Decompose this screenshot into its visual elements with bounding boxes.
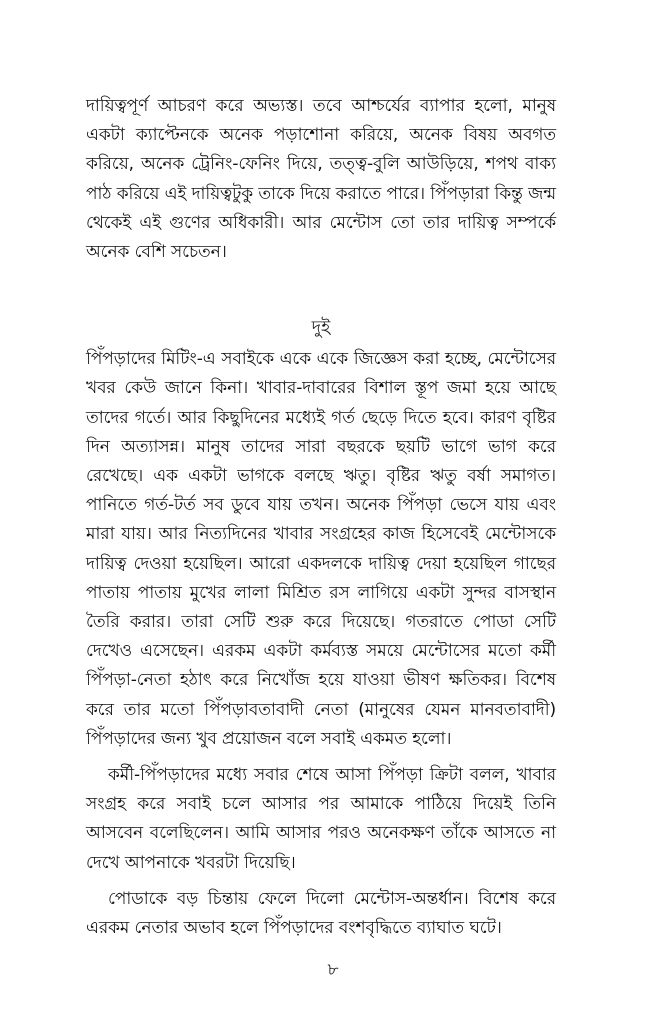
page-number: ৮ [327, 960, 339, 980]
paragraph-2: পিঁপড়াদের মিটিং-এ সবাইকে একে একে জিজ্ঞেস করা হচ্ছে, মেন্টোসের খবর কেউ জানে কিনা। খাবার-দাবারের বিশাল স্তূপ জমা হয়ে আছে তাদের গর্তে। আর কিছুদিনের মধ্যেই গর্ত ছেড়ে দিতে হবে। কারণ বৃষ্টির দিন অত্যাসন্ন। মানুষ তাদের সারা বছরকে ছয়টি ভাগে ভাগ করে রেখেছে। এক একটা ভাগকে বলছে ঋতু। বৃষ্টির ঋতু বর্ষা সমাগত। পানিতে গর্ত-টর্ত সব ডুবে যায় তখন। অনেক পিঁপড়া ভেসে যায় এবং মারা যায়। আর নিত্যদিনের খাবার সংগ্রহের কাজ হিসেবেই মেন্টোসকে দায়িত্ব দেওয়া হয়েছিল। আরো একদলকে দায়িত্ব দেয়া হয়েছিল গাছের পাতায় পাতায় মুখের লালা মিশ্রিত রস লাগিয়ে একটা সুন্দর বাসস্থান তৈরি করার। তারা সেটি শুরু করে দিয়েছে। গতরাতে পোডা সেটি দেখেও এসেছেন। এরকম একটা কর্মব্যস্ত সময়ে মেন্টোসের মতো কর্মী পিঁপড়া-নেতা হঠাৎ করে নিখোঁজ হয়ে যাওয়া ভীষণ ক্ষতিকর। বিশেষ করে তার মতো পিঁপড়াবতাবাদী নেতা (মানুষের যেমন মানবতাবাদী) পিঁপড়াদের জন্য খুব প্রয়োজন বলে সবাই একমত হলো। [86, 349, 556, 749]
paragraph-3: কর্মী-পিঁপড়াদের মধ্যে সবার শেষে আসা পিঁপড়া ক্রিটা বলল, খাবার সংগ্রহ করে সবাই চলে আসার পর আমাকে পাঠিয়ে দিয়েই তিনি আসবেন বলেছিলেন। আমি আসার পরও অনেকক্ষণ তাঁকে আসতে না দেখে আপনাকে খবরটা দিয়েছি। [86, 765, 556, 873]
paragraph-4: পোডাকে বড় চিন্তায় ফেলে দিলো মেন্টোস-অন্তর্ধান। বিশেষ করে এরকম নেতার অভাব হলে পিঁপড়াদের বংশবৃদ্ধিতে ব্যাঘাত ঘটে। [86, 888, 556, 939]
page-body [86, 92, 556, 943]
paragraph-1: দায়িত্বপূর্ণ আচরণ করে অভ্যস্ত। তবে আশ্চর্যের ব্যাপার হলো, মানুষ একটা ক্যাপ্টেনকে অনেক পড়াশোনা করিয়ে, অনেক বিষয় অবগত করিয়ে, অনেক ট্রেনিং-ফেনিং দিয়ে, তত্ত্ব-বুলি আউড়িয়ে, শপথ বাক্য পাঠ করিয়ে এই দায়িত্বটুকু তাকে দিয়ে করাতে পারে। পিঁপড়ারা কিন্তু জন্ম থেকেই এই গুণের অধিকারী। আর মেন্টোস তো তার দায়িত্ব সম্পর্কে অনেক বেশি সচেতন। [86, 96, 556, 263]
chapter-heading: দুই [311, 317, 331, 339]
